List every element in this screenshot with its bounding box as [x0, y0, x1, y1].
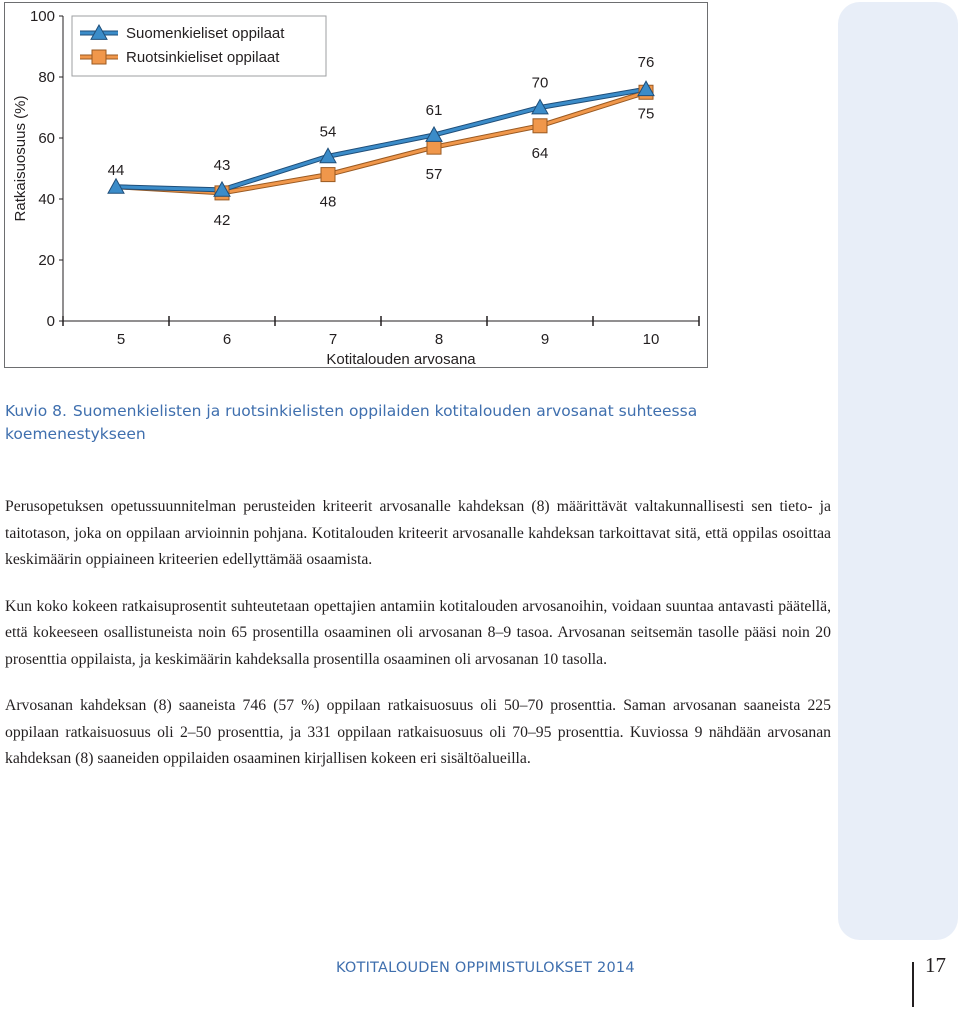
data-point: [427, 140, 441, 154]
x-tick-label: 8: [434, 331, 444, 348]
x-tick-label: 9: [540, 331, 550, 348]
y-tick-label: 100: [29, 8, 55, 25]
data-label: 42: [213, 211, 231, 229]
data-label: 76: [637, 54, 655, 72]
page-number: 17: [925, 953, 946, 977]
sidebar-band: [838, 2, 958, 940]
line-chart: [4, 2, 708, 368]
chart-canvas: [5, 3, 709, 369]
footer-title: KOTITALOUDEN OPPIMISTULOKSET 2014: [336, 960, 635, 976]
series-line: [116, 92, 646, 193]
data-label: 70: [531, 74, 549, 92]
body-text: [5, 494, 831, 793]
data-label: 61: [425, 101, 443, 119]
figure-caption: [5, 400, 805, 446]
series-line: [116, 89, 646, 190]
data-label: 43: [213, 156, 231, 174]
data-label: 75: [637, 105, 655, 123]
y-tick-label: 80: [38, 69, 55, 86]
data-label: 54: [319, 123, 337, 141]
caption-text: Suomenkielisten ja ruotsinkielisten oppilaiden kotitalouden arvosanat suhteessa koemenestykseen: [5, 402, 698, 443]
x-tick-label: 10: [642, 331, 660, 348]
x-axis-title: Kotitalouden arvosana: [326, 351, 476, 368]
paragraph-1: Perusopetuksen opetussuunnitelman perusteiden kriteerit arvosanalle kahdeksan (8) määrittävät valtakunnallisesti sen tieto- ja taitotason, joka on oppilaan arvioinnin pohjana. Kotitalouden kriteerit arvosanalle kahdeksan tarkoittavat sitä, että oppilas osoittaa keskimäärin oppiaineen kriteerien edellyttämää osaamista.: [5, 498, 831, 568]
data-label: 64: [531, 144, 549, 162]
paragraph-3: Arvosanan kahdeksan (8) saaneista 746 (57 %) oppilaan ratkaisuosuus oli 50–70 prosenttia. Saman arvosanan saaneista 225 oppilaan ratkaisuosuus oli 2–50 prosenttia, ja 331 oppilaan ratkaisuosuus oli 70–95 prosenttia. Kuviossa 9 nähdään arvosanan kahdeksan (8) saaneiden oppilaiden osaaminen kirjallisen kokeen eri sisältöalueilla.: [5, 697, 831, 767]
x-tick-label: 7: [328, 331, 338, 348]
y-tick-label: 0: [46, 313, 55, 330]
y-tick-label: 60: [38, 130, 55, 147]
caption-label: Kuvio 8.: [5, 402, 67, 420]
legend-label: Suomenkieliset oppilaat: [126, 25, 285, 42]
data-label: 48: [319, 193, 337, 211]
paragraph-2: Kun koko kokeen ratkaisuprosentit suhteutetaan opettajien antamiin kotitalouden arvosanoihin, voidaan suuntaa antavasti päätellä, että kokeeseen osallistuneista noin 65 prosentilla osaaminen oli arvosanan 8–9 tasoa. Arvosanan seitsemän tasolle pääsi noin 20 prosenttia oppilaista, ja keskimäärin kahdeksalla prosentilla osaaminen oli arvosanan 10 tasolla.: [5, 597, 831, 668]
series-line-outline: [116, 92, 646, 193]
x-tick-label: 6: [222, 331, 232, 348]
legend-label: Ruotsinkieliset oppilaat: [126, 49, 280, 66]
data-point: [533, 119, 547, 133]
data-label: 57: [425, 166, 443, 184]
y-tick-label: 20: [38, 252, 55, 269]
y-tick-label: 40: [38, 191, 55, 208]
y-axis-title: Ratkaisuosuus (%): [12, 95, 29, 222]
legend-marker: [92, 50, 106, 64]
data-label: 44: [107, 161, 125, 179]
data-point: [321, 168, 335, 182]
x-tick-label: 5: [116, 331, 126, 348]
footer-rule: [912, 962, 914, 1007]
